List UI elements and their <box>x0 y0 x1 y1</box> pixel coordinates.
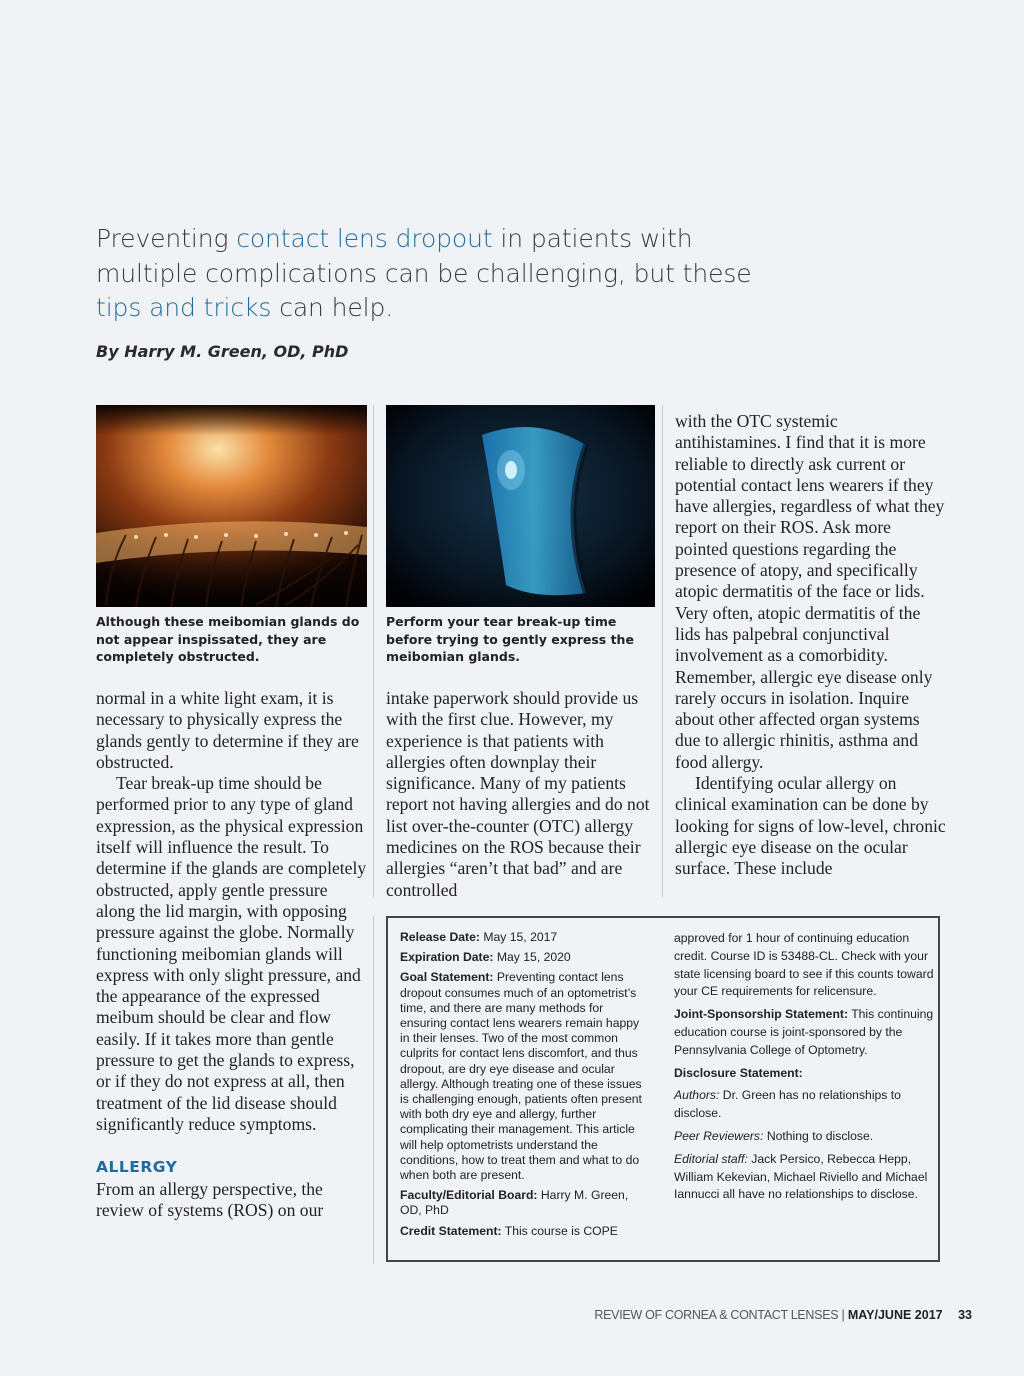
expiration-date: Expiration Date: May 15, 2020 <box>400 950 571 965</box>
column-rule <box>373 916 374 1264</box>
body-column-1 <box>96 688 368 1221</box>
page-number: 33 <box>958 1308 972 1322</box>
section-heading: ALLERGY <box>96 1158 178 1177</box>
headline: Preventing contact lens dropout in patients with multiple complications can be challenging, but these tips and tricks can help. <box>96 224 752 322</box>
body-column-3 <box>675 411 947 880</box>
headline-highlight: contact lens dropout <box>236 224 493 253</box>
authors-disclosure: Authors: Dr. Green has no relationships to disclose. <box>674 1088 901 1121</box>
tear-breakup-photo <box>386 405 655 607</box>
release-date: Release Date: May 15, 2017 <box>400 930 558 944</box>
paragraph: Identifying ocular allergy on clinical examination can be done by looking for signs of low-level, chronic allergic eye disease on the ocular surface. These include <box>675 773 946 879</box>
paragraph: with the OTC systemic antihistamines. I find that it is more reliable to directly ask current or potential contact lens wearers if they have allergies, regardless of what they report on their ROS. Ask more pointed questions regarding the presence of atopy, and specifically atopic dermatitis of the face or lids. Very often, atopic dermatitis of the lids has palpebral conjunctival involvement as a comorbidity. Remember, allergic eye disease only rarely occurs in isolation. Inquire about other affected organ systems due to allergic rhinitis, asthma and food allergy. <box>675 411 945 772</box>
byline: By Harry M. Green, OD, PhD <box>96 342 349 361</box>
joint-sponsorship: Joint-Sponsorship Statement: This continuing education course is joint-sponsored by the Pennsylvania College of Optometry. <box>674 1007 934 1057</box>
paragraph: From an allergy perspective, the review of systems (ROS) on our <box>96 1178 324 1220</box>
column-rule <box>373 405 374 897</box>
credit-statement: Credit Statement: This course is COPE <box>400 1223 618 1238</box>
meibomian-glands-photo <box>96 405 367 607</box>
ce-right-column <box>674 930 936 1209</box>
disclosure-heading: Disclosure Statement: <box>674 1065 803 1080</box>
headline-highlight: tips and tricks <box>96 293 272 322</box>
paragraph: intake paperwork should provide us with the first clue. However, my experience is that patients with allergies often downplay their significance. Many of my patients report not having allergies and do not list over-the-counter (OTC) allergy medicines on the ROS because their allergies “aren’t that bad” and are controlled <box>386 688 650 900</box>
body-column-2 <box>386 688 658 901</box>
paragraph: Tear break-up time should be performed prior to any type of gland expression, as the physical expression itself will influence the result. To determine if the glands are completely obstructed, apply gentle pressure along the lid margin, with opposing pressure against the globe. Normally functioning meibomian glands will express with only slight pressure, and the appearance of the expressed meibum should be clear and flow easily. If it takes more than gentle pressure to get the glands to express, or if they do not express at all, then treatment of the lid disease should significantly reduce symptoms. <box>96 773 367 1134</box>
figure-caption: Although these meibomian glands do not appear inspissated, they are completely obstructed. <box>96 614 360 664</box>
issue-date: MAY/JUNE 2017 <box>847 1308 943 1322</box>
column-rule <box>662 405 663 897</box>
magazine-name: REVIEW OF CORNEA & CONTACT LENSES | <box>594 1308 845 1322</box>
ce-info-box <box>386 916 940 1262</box>
faculty-board: Faculty/Editorial Board: Harry M. Green, OD, PhD <box>400 1188 629 1218</box>
goal-statement: Goal Statement: Preventing contact lens dropout consumes much of an optometrist’s time, and there are many methods for ensuring contact lens wearers remain happy in their lenses. Two of the most common culprits for contact lens discomfort, and thus dropout, are dry eye disease and ocular allergy. Although treating one of these issues is challenging enough, patients often present with both dry eye and allergy, further complicating their management. This article will help optometrists understand the conditions, how to treat them and what to do when both are present. <box>400 970 642 1183</box>
paragraph: normal in a white light exam, it is necessary to physically express the glands gently to determine if they are obstructed. <box>96 688 359 772</box>
editorial-staff-disclosure: Editorial staff: Jack Persico, Rebecca Hepp, William Kekevian, Michael Riviello and Michael Iannucci all have no relationships to disclose. <box>674 1151 928 1202</box>
credit-statement-continued: approved for 1 hour of continuing education credit. Course ID is 53488-CL. Check with your state licensing board to see if this counts toward your CE requirements for relicensure. <box>674 931 934 999</box>
peer-reviewers-disclosure: Peer Reviewers: Nothing to disclose. <box>674 1128 874 1143</box>
figure-caption: Perform your tear break-up time before trying to gently express the meibomian glands. <box>386 614 634 664</box>
page-footer <box>560 1308 972 1322</box>
ce-left-column <box>400 930 650 1244</box>
